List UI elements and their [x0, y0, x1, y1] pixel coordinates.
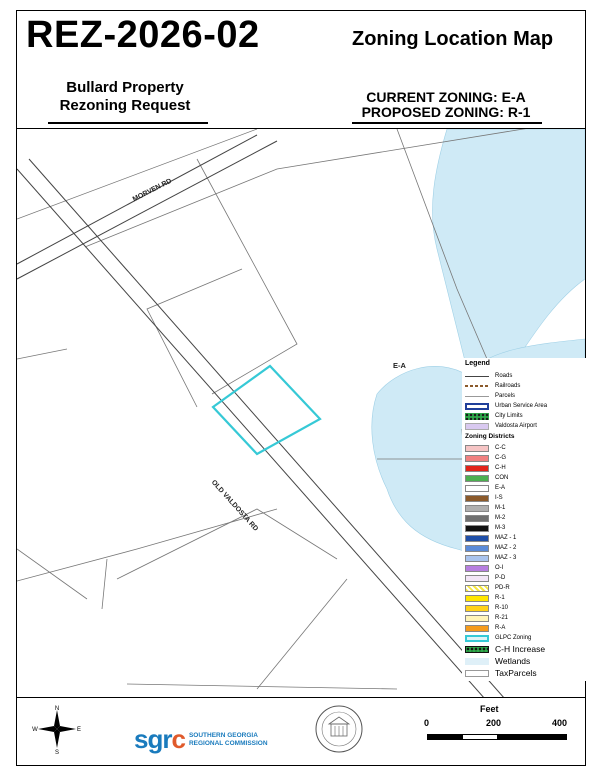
district-label: R-1 — [495, 595, 505, 601]
district-label: PD-R — [495, 585, 510, 591]
scale-tick: 0 — [424, 718, 430, 728]
district-label: R-10 — [495, 605, 509, 611]
scale-tick: 400 — [552, 718, 568, 728]
old-valdosta-road-label: OLD VALDOSTA RD — [209, 479, 260, 533]
district-label: R-A — [495, 625, 506, 631]
district-item — [465, 523, 583, 533]
parcel-line-icon — [465, 396, 489, 397]
tax-parcels-icon — [465, 670, 489, 677]
compass-s: S — [54, 750, 60, 754]
legend — [462, 358, 586, 681]
compass-w: W — [32, 727, 38, 733]
map-title: Zoning Location Map — [352, 28, 554, 50]
scale-bar — [420, 702, 580, 752]
district-label: R-21 — [495, 615, 509, 621]
district-item — [465, 493, 583, 503]
legend-item: Urban Service Area — [465, 401, 583, 411]
district-item — [465, 573, 583, 583]
zoning-info — [352, 90, 540, 120]
county-seal-icon — [314, 704, 364, 754]
district-item — [465, 473, 583, 483]
city-limits-icon — [465, 413, 489, 420]
compass-n: N — [54, 706, 60, 712]
district-swatch-icon — [465, 625, 489, 632]
district-label: M-3 — [495, 525, 506, 531]
district-label: M-1 — [495, 505, 506, 511]
current-zoning: CURRENT ZONING: E-A — [366, 89, 526, 105]
compass-e: E — [76, 727, 82, 733]
district-item — [465, 543, 583, 553]
district-item — [465, 603, 583, 613]
district-swatch-icon — [465, 475, 489, 482]
sgrc-logo — [134, 724, 268, 755]
district-swatch-icon — [465, 535, 489, 542]
legend-item: Valdosta Airport — [465, 421, 583, 431]
district-list — [465, 443, 583, 643]
legend-item: City Limits — [465, 411, 583, 421]
district-swatch-icon — [465, 575, 489, 582]
district-swatch-icon — [465, 605, 489, 612]
wetlands-icon — [465, 658, 489, 665]
district-item — [465, 563, 583, 573]
proposed-zoning: PROPOSED ZONING: R-1 — [361, 104, 531, 120]
morven-road — [17, 135, 277, 279]
airport-icon — [465, 423, 489, 430]
district-label: C-H — [495, 465, 506, 471]
legend-item: Wetlands — [465, 655, 583, 667]
district-label: C-G — [495, 455, 506, 461]
district-swatch-icon — [465, 615, 489, 622]
district-label: M-2 — [495, 515, 506, 521]
district-item — [465, 613, 583, 623]
scale-tick: 200 — [486, 718, 502, 728]
case-number: REZ-2026-02 — [26, 14, 260, 56]
district-label: MAZ - 1 — [495, 535, 517, 541]
district-item — [465, 533, 583, 543]
district-swatch-icon — [465, 595, 489, 602]
district-swatch-icon — [465, 505, 489, 512]
district-swatch-icon — [465, 445, 489, 452]
railroad-line-icon — [465, 385, 489, 387]
district-label: E-A — [495, 485, 506, 491]
zoning-districts-title: Zoning Districts — [465, 433, 515, 440]
sgrc-logo-mark: sgrc — [134, 724, 185, 754]
district-swatch-icon — [465, 515, 489, 522]
zone-label: E-A — [393, 361, 406, 370]
district-swatch-icon — [465, 565, 489, 572]
district-label: MAZ - 2 — [495, 545, 517, 551]
property-title — [40, 79, 210, 115]
legend-title: Legend — [465, 360, 490, 367]
district-swatch-icon — [465, 555, 489, 562]
district-label: CON — [495, 475, 509, 481]
urban-service-area-icon — [465, 403, 489, 410]
subject-parcel — [213, 366, 320, 454]
district-item — [465, 453, 583, 463]
district-item — [465, 513, 583, 523]
sgrc-text: SOUTHERN GEORGIA REGIONAL COMMISSION — [188, 731, 268, 747]
ch-increase-icon — [465, 646, 489, 653]
district-swatch-icon — [465, 485, 489, 492]
zoning-underline — [352, 122, 542, 124]
district-item — [465, 483, 583, 493]
district-item — [465, 463, 583, 473]
legend-item: C-H Increase — [465, 643, 583, 655]
property-line-1: Bullard Property — [66, 79, 184, 96]
legend-extras — [465, 643, 583, 679]
district-label: O-I — [495, 565, 504, 571]
district-label: P-D — [495, 575, 506, 581]
legend-item: TaxParcels — [465, 667, 583, 679]
road-line-icon — [465, 376, 489, 377]
legend-item: Parcels — [465, 391, 583, 401]
district-item — [465, 553, 583, 563]
district-swatch-icon — [465, 495, 489, 502]
scale-bar-graphic — [427, 734, 567, 740]
district-label: GLPC Zoning — [495, 635, 532, 641]
district-item — [465, 593, 583, 603]
legend-item: Railroads — [465, 381, 583, 391]
district-item — [465, 623, 583, 633]
legend-item: Roads — [465, 371, 583, 381]
district-label: MAZ - 3 — [495, 555, 517, 561]
district-label: C-C — [495, 445, 506, 451]
district-item — [465, 503, 583, 513]
district-label: I-S — [495, 495, 503, 501]
district-swatch-icon — [465, 465, 489, 472]
district-item — [465, 583, 583, 593]
property-line-2: Rezoning Request — [59, 97, 191, 114]
district-item — [465, 633, 583, 643]
property-underline — [48, 122, 208, 124]
district-swatch-icon — [465, 455, 489, 462]
district-swatch-icon — [465, 635, 489, 642]
morven-road-label: MORVEN RD — [131, 177, 173, 204]
district-swatch-icon — [465, 545, 489, 552]
district-item — [465, 443, 583, 453]
district-swatch-icon — [465, 525, 489, 532]
compass-rose-icon — [32, 704, 82, 754]
district-swatch-icon — [465, 585, 489, 592]
scale-title: Feet — [480, 704, 499, 714]
